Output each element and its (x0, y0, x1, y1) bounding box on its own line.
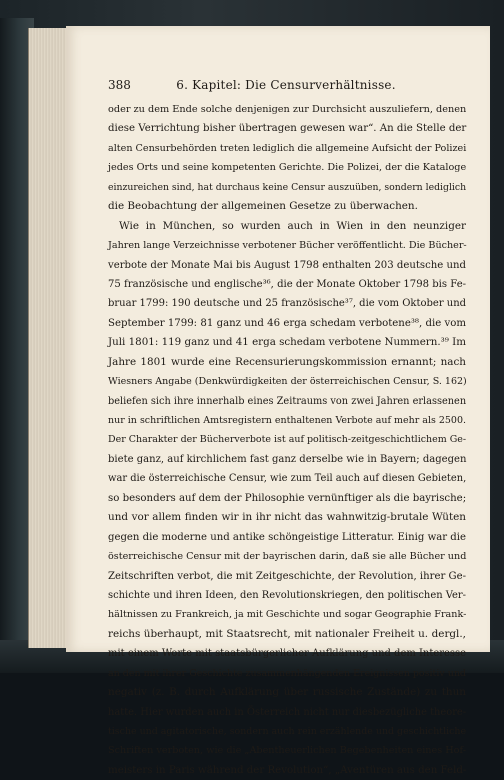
text-line: reichs überhaupt, mit Staatsrecht, mit nationaler Freiheit u. dergl., (108, 627, 466, 640)
text-line: nur in schriftlichen Amtsregistern enthaltenen Verbote auf mehr als 2500. (108, 415, 466, 426)
text-line: September 1799: 81 ganz und 46 erga schedam verbotene³⁸, die vom (108, 317, 466, 329)
text-line: meisters in Paris während der Revolution“, „Aventüren aus den Feld- (108, 764, 467, 776)
text-line: verbote der Monate Mai bis August 1798 enthalten 203 deutsche und (108, 259, 466, 271)
text-line: 75 französische und englische³⁶, die der Monate Oktober 1798 bis Fe- (108, 278, 467, 290)
text-line: biete ganz, auf kirchlichem fast ganz derselbe wie in Bayern; dagegen (108, 453, 467, 465)
text-line: beliefen sich ihre innerhalb eines Zeitraums von zwei Jahren erlassenen (108, 395, 467, 407)
text-line: einzureichen sind, hat durchaus keine Censur auszuüben, sondern lediglich (108, 181, 467, 193)
text-line: Wie in München, so wurden auch in Wien in den neunziger (119, 219, 466, 232)
text-line: bruar 1799: 190 deutsche und 25 französische³⁷, die vom Oktober und (108, 298, 467, 310)
text-line: oder zu dem Ende solche denjenigen zur Durchsicht auszuliefern, denen (108, 104, 467, 115)
page-header (108, 78, 464, 94)
page-number: 388 (108, 78, 131, 92)
text-line: Der Charakter der Bücherverbote ist auf politisch-zeitgeschichtlichem Ge- (108, 434, 467, 446)
text-line: Zeitschriften verbot, die mit Zeitgeschichte, der Revolution, ihrer Ge- (108, 570, 466, 582)
text-line: alten Censurbehörden treten lediglich die allgemeine Aufsicht der Polizei (108, 142, 467, 154)
text-line: Jahren lange Verzeichnisse verbotener Bücher veröffentlicht. Die Bücher- (108, 240, 467, 252)
running-title: 6. Kapitel: Die Censurverhältnisse. (176, 78, 396, 92)
text-line: negativ (z. B. durch Aufklärung über russische Zustände) zu thun (108, 686, 466, 699)
text-line: und vor allem finden wir in ihr nicht das wahnwitzig-brutale Wüten (108, 511, 466, 524)
text-line: Wiesners Angabe (Denkwürdigkeiten der österreichischen Censur, S. 162) (108, 376, 467, 388)
text-line: war die österreichische Censur, wie zum Teil auch auf diesen Gebieten, (108, 473, 467, 485)
text-line: jedes Orts und seine kompetenten Gerichte. Die Polizei, der die Kataloge (108, 162, 467, 174)
text-line: Juli 1801: 119 ganz und 41 erga schedam verbotene Nummern.³⁹ Im (108, 336, 466, 349)
paragraph-1 (108, 100, 466, 217)
paragraph-2 (108, 217, 466, 780)
text-line: mit einem Worte mit staatsbürgerlicher Aufklärung und dem Interesse (108, 648, 467, 660)
text-line: hatte. Hier wurden auch in Österreich nicht nur diesbezügliche theore- (108, 706, 467, 718)
text-line: an den mit ihrer Geschichte zusammenhängenden Ereignissen positiv und (108, 667, 466, 679)
text-line: diese Verrichtung bisher übertragen gewesen war“. An die Stelle der (108, 123, 467, 135)
text-line: Schriften verboten, wie die „Abentheuerlichen Begebenheiten eines Hof- (108, 745, 466, 757)
text-line: österreichische Censur mit der bayrischen darin, daß sie alle Bücher und (108, 551, 467, 563)
text-line: die Beobachtung der allgemeinen Gesetze zu überwachen. (108, 200, 418, 213)
body-text (108, 100, 466, 780)
text-line: hältnissen zu Frankreich, ja mit Geschichte und sogar Geographie Frank- (108, 609, 467, 621)
text-line: so besonders auf dem der Philosophie vernünftiger als die bayrische; (108, 492, 467, 504)
text-line: gegen die moderne und antike schöngeistige Litteratur. Einig war die (108, 531, 466, 543)
text-line: Jahre 1801 wurde eine Recensurierungskommission ernannt; nach (108, 355, 466, 368)
text-line: schichte und ihren Ideen, den Revolutionskriegen, den politischen Ver- (108, 589, 466, 601)
text-line: tische und agitatorische, sondern auch rein erzählende und geschichtliche (108, 726, 467, 737)
